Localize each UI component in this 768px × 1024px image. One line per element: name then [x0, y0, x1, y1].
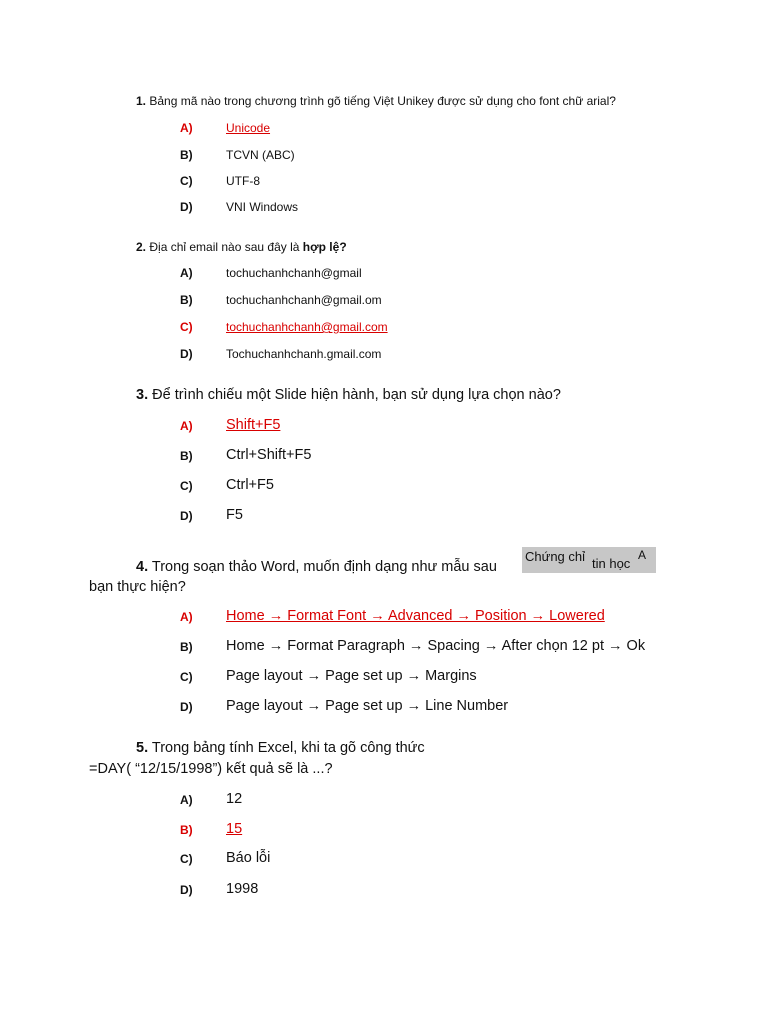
- option-text: Unicode: [226, 121, 271, 135]
- option-text: 15: [226, 821, 243, 837]
- option-letter: A): [180, 121, 193, 135]
- option-text: 12: [226, 791, 243, 807]
- option-text: Page layout → Page set up → Line Number: [226, 698, 509, 714]
- option-letter: B): [180, 823, 193, 837]
- option-letter: D): [180, 347, 193, 361]
- question-text: Trong soạn thảo Word, muốn định dạng như mẫu sau: [151, 559, 497, 575]
- question-5-continued: [89, 761, 333, 777]
- question-number: 2.: [136, 240, 147, 254]
- option-text: UTF-8: [226, 174, 260, 188]
- question-number: 1.: [136, 94, 147, 108]
- option-letter: D): [180, 700, 193, 714]
- sample-text-lowered: tin học: [592, 556, 631, 571]
- option-letter: B): [180, 640, 193, 654]
- option-text: tochuchanhchanh@gmail: [226, 266, 362, 280]
- option-text: Báo lỗi: [226, 850, 271, 866]
- option-letter: C): [180, 174, 193, 188]
- question-text: Địa chỉ email nào sau đây là: [149, 240, 303, 254]
- option-text: Home → Format Font → Advanced → Position → Lowered: [226, 608, 605, 624]
- option-text: Ctrl+F5: [226, 477, 274, 493]
- option-text: 1998: [226, 881, 259, 897]
- option-letter: C): [180, 670, 193, 684]
- option-letter: A): [180, 610, 193, 624]
- question-5: [136, 740, 425, 756]
- option-text: VNI Windows: [226, 200, 299, 214]
- option-text: Home → Format Paragraph → Spacing → After chọn 12 pt → Ok: [226, 638, 646, 654]
- question-text-line2: bạn thực hiện?: [89, 579, 186, 595]
- question-text: Để trình chiếu một Slide hiện hành, bạn sử dụng lựa chọn nào?: [152, 387, 561, 403]
- option-text: Tochuchanhchanh.gmail.com: [226, 347, 382, 361]
- question-4-continued: [89, 579, 186, 595]
- option-letter: B): [180, 148, 193, 162]
- question-text-line2: =DAY( “12/15/1998”) kết quả sẽ là ...?: [89, 761, 333, 777]
- question-number: 3.: [136, 387, 149, 403]
- question-bold-text: hợp lệ?: [302, 240, 347, 254]
- option-text: F5: [226, 507, 243, 523]
- option-letter: B): [180, 449, 193, 463]
- question-2: [136, 240, 347, 254]
- option-letter: D): [180, 200, 193, 214]
- option-letter: A): [180, 419, 193, 433]
- question-text: Bảng mã nào trong chương trình gõ tiếng Việt Unikey được sử dụng cho font chữ arial?: [149, 94, 616, 108]
- question-3: [136, 387, 561, 403]
- question-text: Trong bảng tính Excel, khi ta gõ công thức: [151, 740, 425, 756]
- sample-text-normal: Chứng chỉ: [525, 549, 586, 564]
- option-text: Ctrl+Shift+F5: [226, 447, 312, 463]
- option-text: tochuchanhchanh@gmail.com: [226, 320, 388, 334]
- question-number: 4.: [136, 559, 149, 575]
- question-number: 5.: [136, 740, 149, 756]
- question-4: [136, 559, 497, 575]
- option-letter: D): [180, 883, 193, 897]
- option-text: Shift+F5: [226, 417, 281, 433]
- option-text: tochuchanhchanh@gmail.om: [226, 293, 382, 307]
- option-letter: B): [180, 293, 193, 307]
- option-letter: C): [180, 320, 193, 334]
- option-letter: A): [180, 793, 193, 807]
- option-letter: A): [180, 266, 193, 280]
- format-sample-image: [522, 547, 656, 573]
- option-text: Page layout → Page set up → Margins: [226, 668, 477, 684]
- question-1: [136, 94, 616, 108]
- option-letter: C): [180, 852, 193, 866]
- sample-text-superscript: A: [638, 548, 647, 562]
- option-letter: D): [180, 509, 193, 523]
- option-letter: C): [180, 479, 193, 493]
- option-text: TCVN (ABC): [226, 148, 295, 162]
